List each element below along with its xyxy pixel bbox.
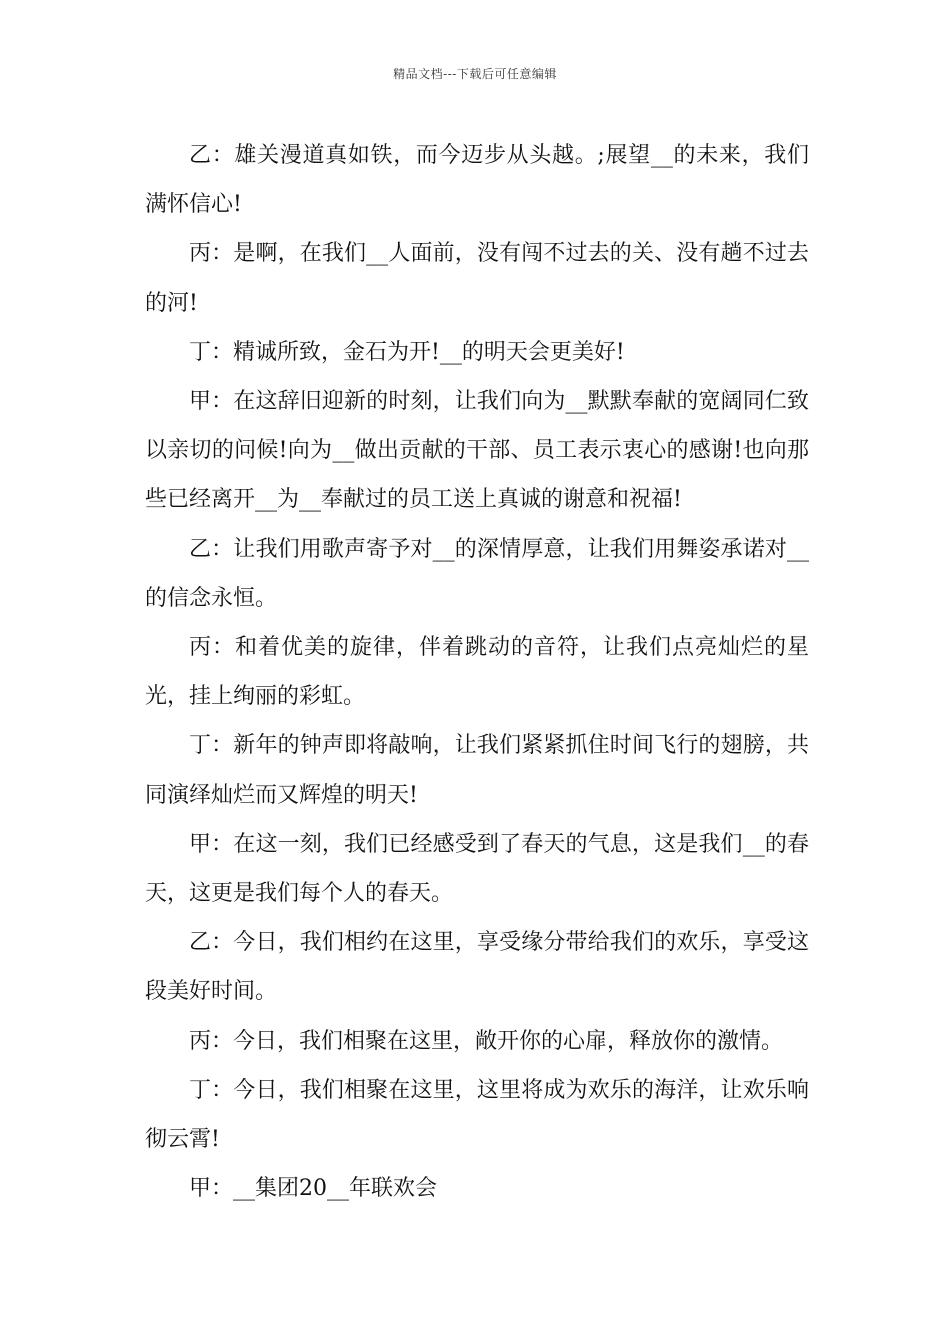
paragraph: 丁：今日，我们相聚在这里，这里将成为欢乐的海洋，让欢乐响彻云霄! (145, 1077, 809, 1153)
paragraph: 丁：新年的钟声即将敲响，让我们紧紧抓住时间飞行的翅膀，共同演绎灿烂而又辉煌的明天! (145, 733, 809, 808)
paragraph: 乙：雄关漫道真如铁，而今迈步从头越。;展望__的未来，我们满怀信心! (145, 143, 809, 218)
paragraph: 丙：和着优美的旋律，伴着跳动的音符，让我们点亮灿烂的星光，挂上绚丽的彩虹。 (145, 635, 809, 710)
paragraph: 丙：是啊，在我们__人面前，没有闯不过去的关、没有趟不过去的河! (145, 241, 809, 316)
paragraph: 乙：今日，我们相约在这里，享受缘分带给我们的欢乐，享受这段美好时间。 (145, 930, 809, 1005)
page-header: 精品文档---下载后可任意编辑 (393, 67, 557, 81)
paragraph: 甲：在这辞旧迎新的时刻，让我们向为__默默奉献的宽阔同仁致以亲切的问候!向为__做出贡献的干部、员工表示衷心的感谢!也向那些已经离开__为__奉献过的员工送上真诚的谢意和祝福! (145, 389, 809, 513)
paragraph: 甲：__集团20__年联欢会 (189, 1176, 437, 1202)
document-body (145, 131, 809, 1213)
paragraph: 丙：今日，我们相聚在这里，敞开你的心扉，释放你的激情。 (189, 1028, 784, 1054)
paragraph: 丁：精诚所致，金石为开!__的明天会更美好! (189, 339, 625, 365)
paragraph: 乙：让我们用歌声寄予对__的深情厚意，让我们用舞姿承诺对__的信念永恒。 (145, 536, 809, 611)
paragraph: 甲：在这一刻，我们已经感受到了春天的气息，这是我们__的春天，这更是我们每个人的春天。 (145, 831, 809, 907)
